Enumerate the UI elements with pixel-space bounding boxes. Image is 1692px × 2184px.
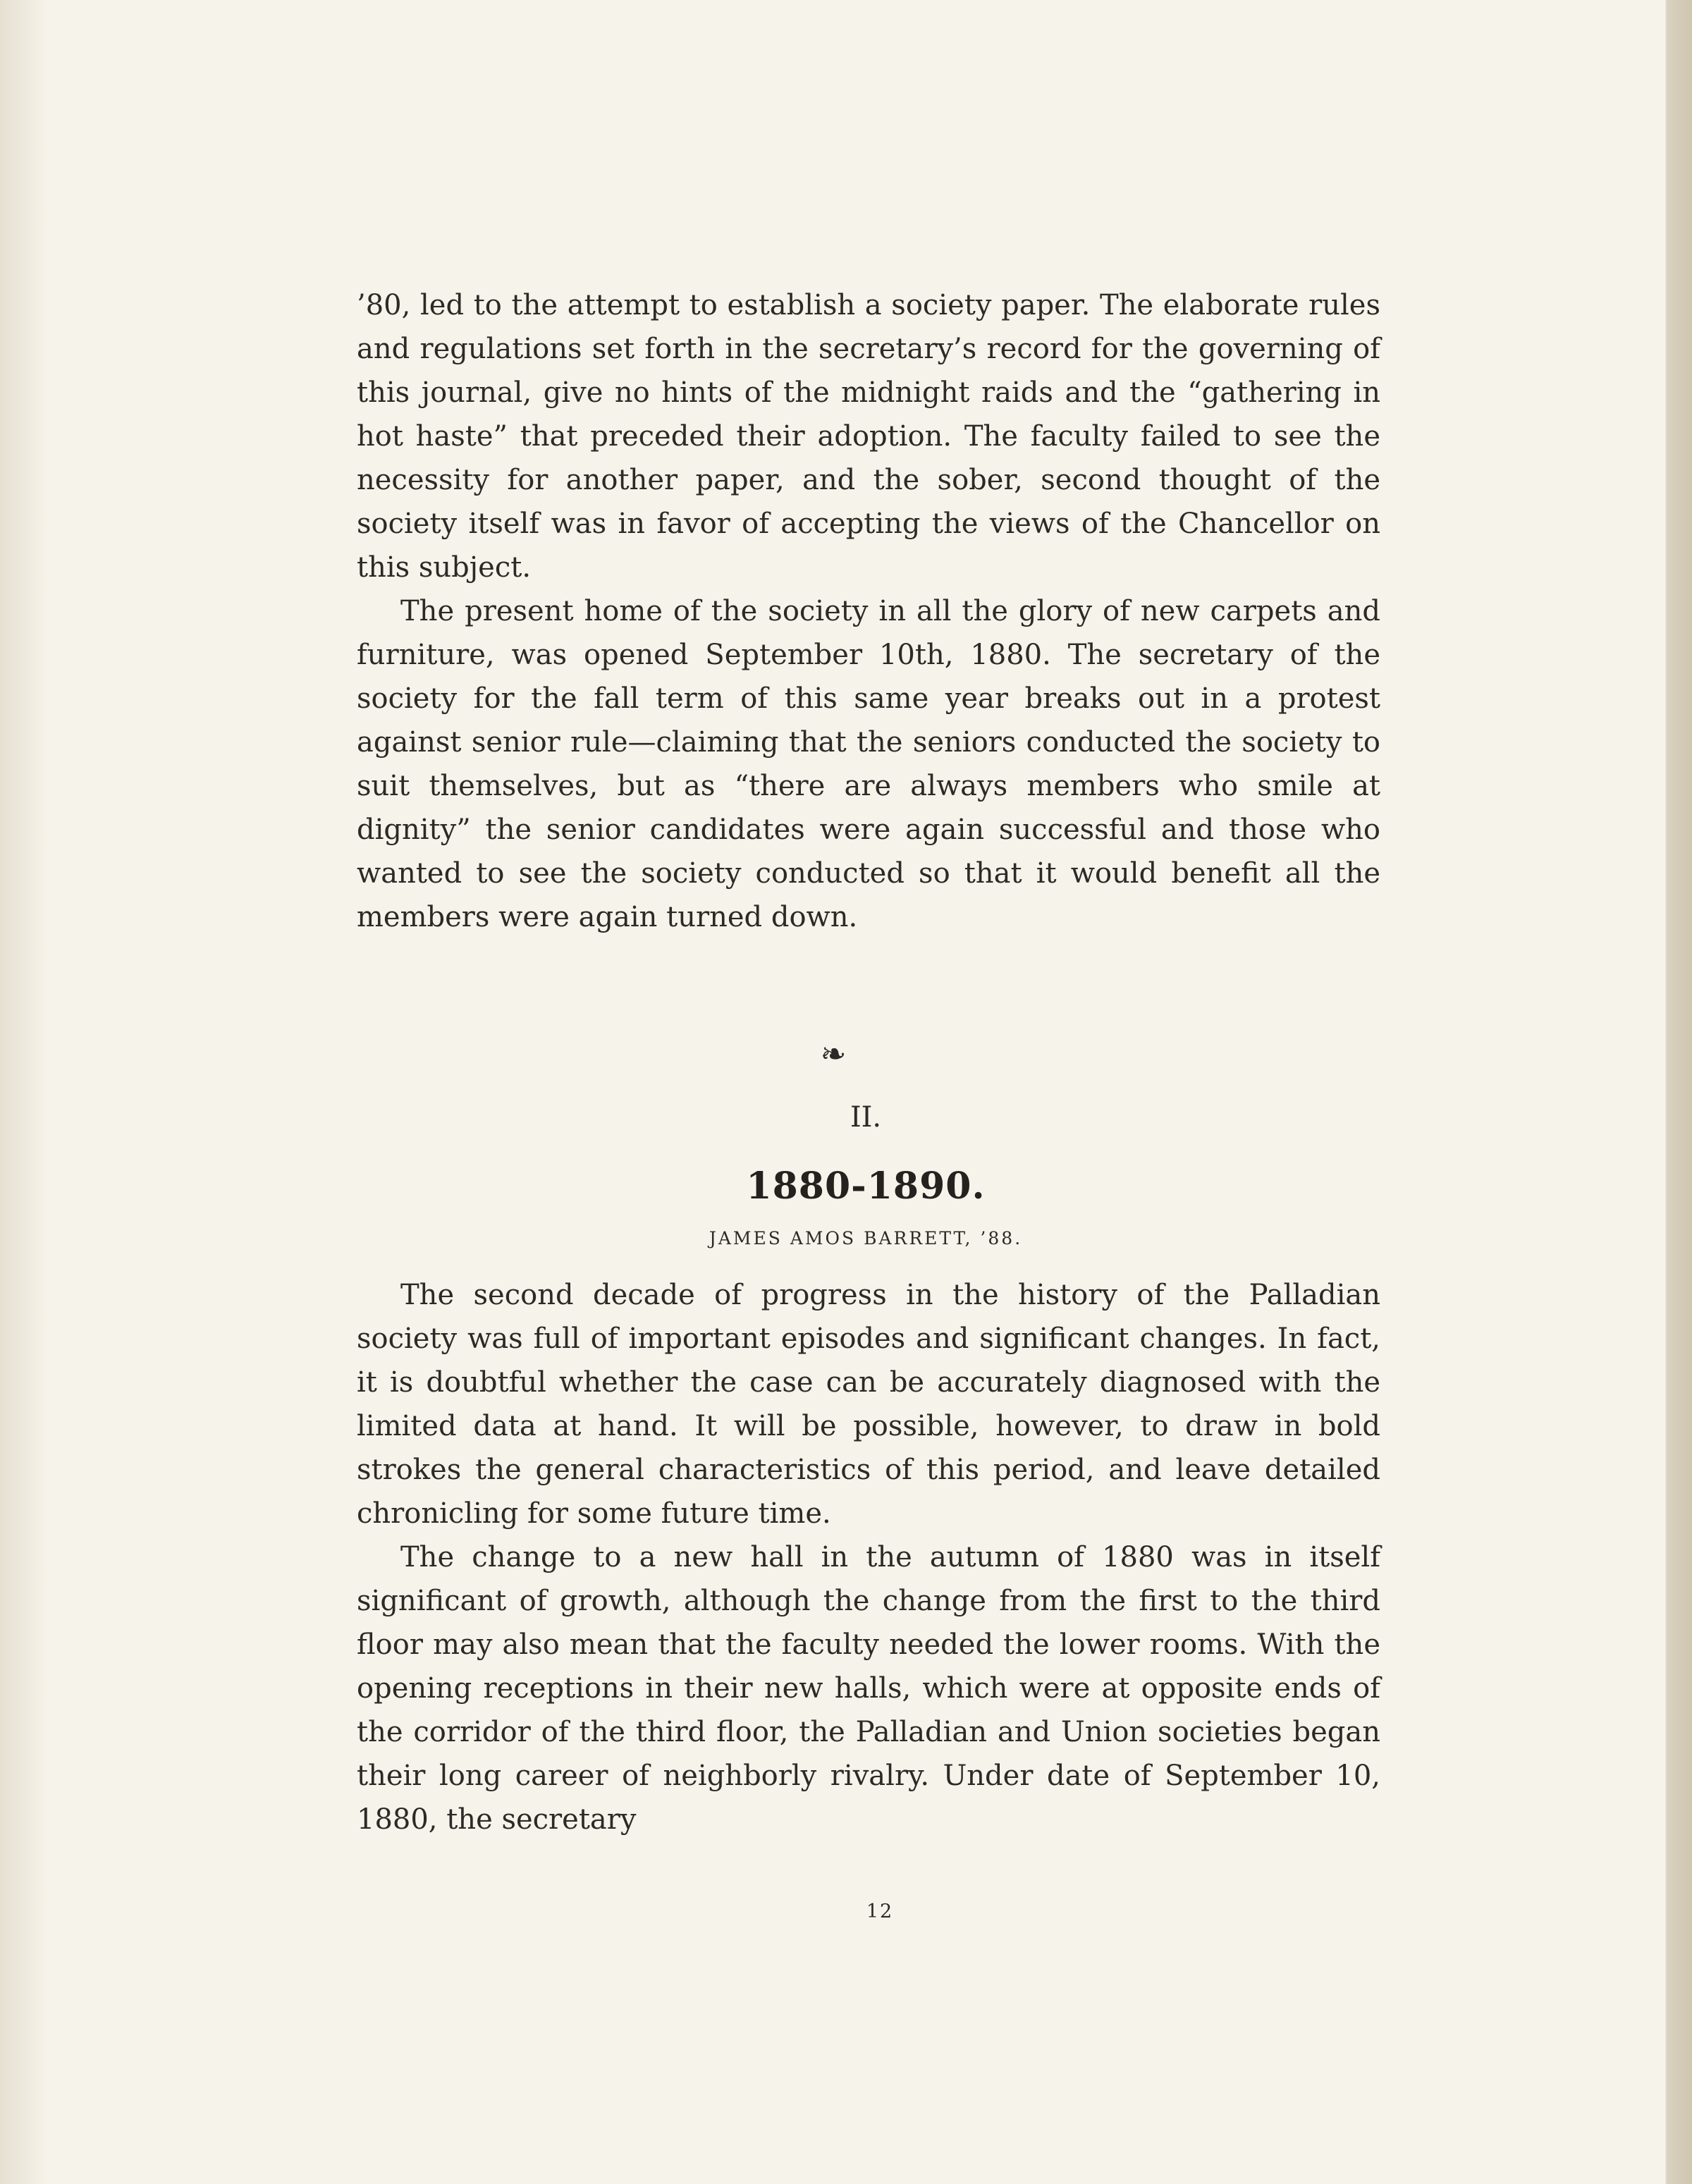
fleuron-ornament: ❧: [820, 1036, 847, 1072]
section-number: II.: [850, 1101, 882, 1134]
paragraph-1: ’80, led to the attempt to establish a society paper. The elaborate rules and regulations set forth in the secretary’s record for the governing of this journal, give no hints of the midnight raids and the “gathering in hot haste” that preceded their adoption. The faculty failed to see the necessity for another paper, and the sober, second thought of the society itself was in favor of accepting the views of the Chancellor on this subject.: [357, 289, 1380, 584]
paragraph-2: The present home of the society in all the glory of new carpets and furniture, was opened September 10th, 1880. The secretary of the society for the fall term of this same year breaks out in a protest against senior rule—claiming that the seniors conducted the society to suit themselves, but as “there are always members who smile at dignity” the senior candidates were again successful and those who wanted to see the society conducted so that it would benefit all the members were again turned down.: [357, 595, 1380, 933]
page-edge-left: [0, 0, 49, 2184]
top-text-block: [357, 283, 1380, 939]
bottom-text-block: [357, 1273, 1380, 1841]
book-edge-right: [1665, 0, 1692, 2184]
paragraph-4: The change to a new hall in the autumn of 1880 was in itself significant of growth, although the change from the first to the third floor may also mean that the faculty needed the lower rooms. With the opening receptions in their new halls, which were at opposite ends of the corridor of the third floor, the Palladian and Union societies began their long career of neighborly rivalry. Under date of September 10, 1880, the secretary: [357, 1541, 1380, 1836]
section-heading: 1880-1890.: [746, 1165, 986, 1208]
page-number: 12: [866, 1901, 894, 1922]
paragraph-3: The second decade of progress in the history of the Palladian society was full of important episodes and significant changes. In fact, it is doubtful whether the case can be accurately diagnosed with the limited data at hand. It will be possible, however, to draw in bold strokes the general characteristics of this period, and leave detailed chronicling for some future time.: [357, 1279, 1380, 1530]
author-byline: JAMES AMOS BARRETT, ’88.: [709, 1228, 1023, 1249]
